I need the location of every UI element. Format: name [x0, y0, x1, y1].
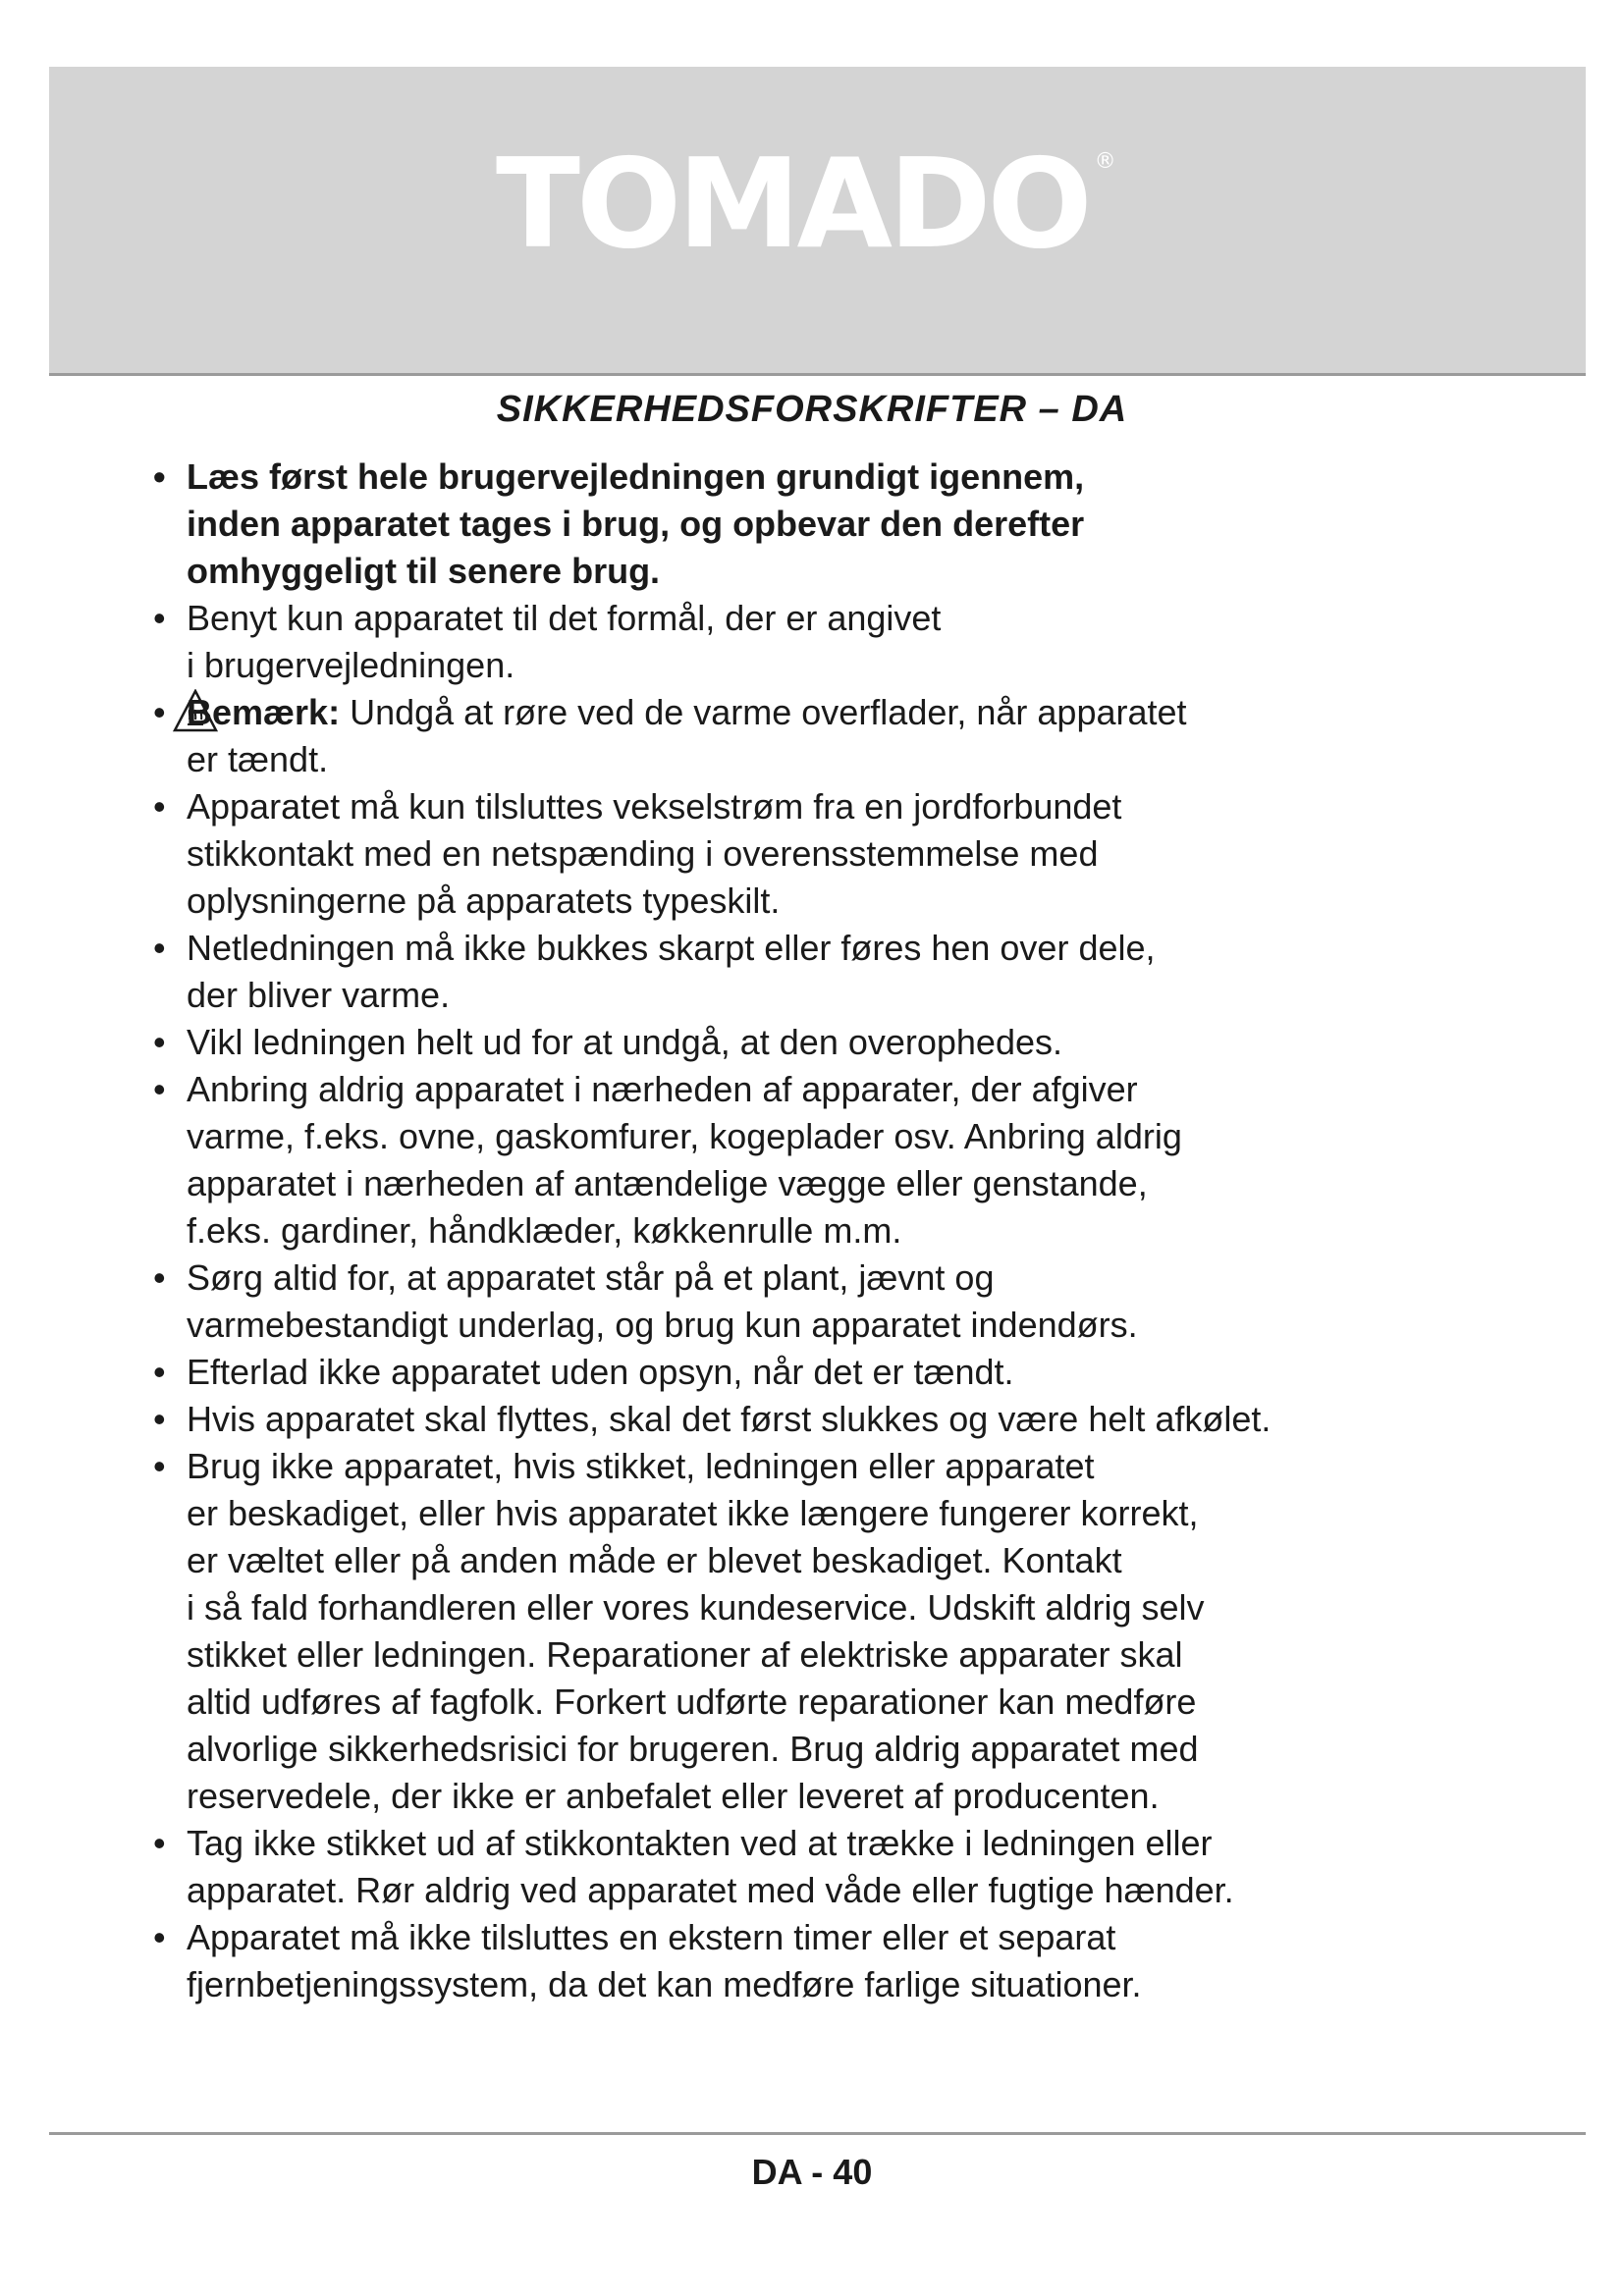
bullet: • [153, 928, 166, 968]
rule-text: Apparatet må kun tilsluttes vekselstrøm fra en jordforbundet stikkontakt med en netspænding i overensstemmelse med oplysningerne på apparatets typeskilt. [187, 786, 1122, 921]
rule-text: Netledningen må ikke bukkes skarpt eller føres hen over dele, der bliver varme. [187, 928, 1156, 1015]
bullet: • [153, 456, 166, 497]
page-number: DA - 40 [751, 2152, 873, 2192]
list-item [153, 1396, 1528, 1443]
list-item [153, 595, 1528, 689]
rule-text: Læs først hele brugervejledningen grundigt igennem, inden apparatet tages i brug, og opbevar den derefter omhyggeligt til senere brug. [187, 456, 1085, 591]
rule-body: Undgå at røre ved de varme overflader, når apparatet er tændt. [187, 692, 1187, 779]
list-item [153, 1019, 1528, 1066]
bullet: • [153, 1917, 166, 1957]
registered-mark: ® [1094, 149, 1116, 174]
bullet: • [153, 1069, 166, 1109]
hot-surface-warning-icon [173, 689, 218, 732]
list-item [153, 1443, 1528, 1820]
rule-text: Anbring aldrig apparatet i nærheden af apparater, der afgiver varme, f.eks. ovne, gaskomfurer, kogeplader osv. Anbring aldrig apparatet i nærheden af antændelige vægge eller genstande, f.eks. gardiner, håndklæder, køkkenrulle m.m. [187, 1069, 1182, 1251]
safety-rules-list [153, 454, 1528, 2008]
list-item [153, 925, 1528, 1019]
section-title: SIKKERHEDSFORSKRIFTER – DA [496, 389, 1128, 430]
rule-text [187, 692, 1187, 779]
list-item [153, 1349, 1528, 1396]
rule-text: Benyt kun apparatet til det formål, der er angivet i brugervejledningen. [187, 598, 942, 685]
rule-text: Vikl ledningen helt ud for at undgå, at den overophedes. [187, 1022, 1063, 1062]
bullet: • [153, 598, 166, 638]
rule-text: Tag ikke stikket ud af stikkontakten ved at trække i ledningen eller apparatet. Rør aldrig ved apparatet med våde eller fugtige hænder. [187, 1823, 1234, 1910]
bullet: • [153, 692, 166, 732]
bullet: • [153, 1399, 166, 1439]
bullet: • [153, 1823, 166, 1863]
bullet: • [153, 786, 166, 827]
rule-text: Sørg altid for, at apparatet står på et plant, jævnt og varmebestandigt underlag, og brug kun apparatet indendørs. [187, 1257, 1138, 1345]
bullet: • [153, 1352, 166, 1392]
rule-text: Hvis apparatet skal flyttes, skal det først slukkes og være helt afkølet. [187, 1399, 1272, 1439]
footer-divider [49, 2132, 1586, 2135]
bullet: • [153, 1022, 166, 1062]
list-item [153, 454, 1528, 595]
list-item [153, 1914, 1528, 2008]
brand-name: TOMADO [496, 132, 1089, 276]
list-item [153, 689, 1528, 783]
bullet: • [153, 1446, 166, 1486]
bullet: • [153, 1257, 166, 1298]
header-divider [49, 373, 1586, 376]
list-item [153, 783, 1528, 925]
rule-lead: Bemærk: [187, 692, 341, 732]
rule-text: Apparatet må ikke tilsluttes en ekstern timer eller et separat fjernbetjeningssystem, da det kan medføre farlige situationer. [187, 1917, 1142, 2004]
list-item [153, 1820, 1528, 1914]
list-item [153, 1066, 1528, 1255]
brand-logo [496, 132, 1116, 276]
rule-text: Brug ikke apparatet, hvis stikket, ledningen eller apparatet er beskadiget, eller hvis apparatet ikke længere fungerer korrekt, er væltet eller på anden måde er blevet beskadiget. Kontakt i så fald forhandleren eller vores kundeservice. Udskift aldrig selv stikket eller ledningen. Reparationer af elektriske apparater skal altid udføres af fagfolk. Forkert udførte reparationer kan medføre alvorlige sikkerhedsrisici for brugeren. Brug aldrig apparatet med reservedele, der ikke er anbefalet eller leveret af producenten. [187, 1446, 1205, 1816]
rule-text: Efterlad ikke apparatet uden opsyn, når det er tændt. [187, 1352, 1014, 1392]
list-item [153, 1255, 1528, 1349]
